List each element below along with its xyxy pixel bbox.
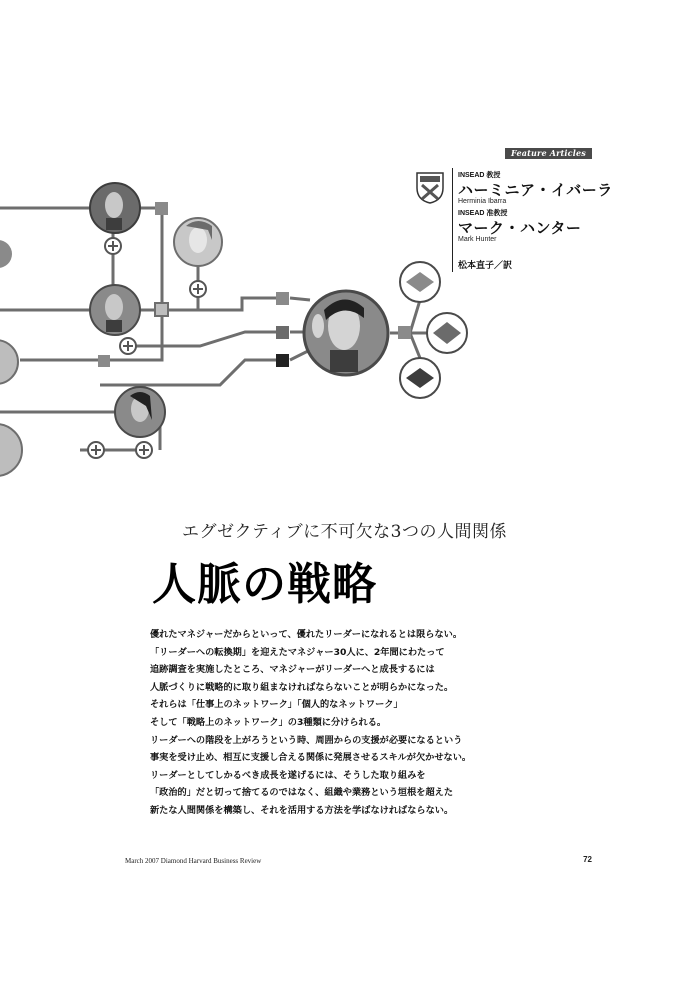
author-name-jp: マーク・ハンター xyxy=(458,219,582,237)
person-node xyxy=(174,218,222,266)
author-affiliation: INSEAD 准教授 xyxy=(458,210,508,217)
page-number: 72 xyxy=(583,855,592,864)
article-subtitle: エグゼクティブに不可欠な3つの人間関係 xyxy=(182,522,507,542)
lead-line: リーダーへの階段を上がろうという時、周囲からの支援が必要になるという xyxy=(150,734,463,746)
author-affiliation: INSEAD 教授 xyxy=(458,172,501,179)
handshake-icon xyxy=(427,313,467,353)
person-node xyxy=(90,285,140,335)
lead-line: 「リーダーへの転換期」を迎えたマネジャー30人に、2年間にわたって xyxy=(150,646,445,658)
handshake-icon xyxy=(400,262,440,302)
partial-circles-left xyxy=(0,240,22,476)
person-node xyxy=(90,183,140,233)
author-divider xyxy=(452,168,453,272)
lead-line: 新たな人間関係を構築し、それを活用する方法を学ばなければならない。 xyxy=(150,804,454,816)
footer-issue: March 2007 Diamond Harvard Business Review xyxy=(125,857,262,865)
translator-credit: 松本直子／訳 xyxy=(458,261,513,271)
lead-line: リーダーとしてしかるべき成長を遂げるには、そうした取り組みを xyxy=(150,769,426,781)
lead-line: 事実を受け止め、相互に支援し合える関係に発展させるスキルが欠かせない。 xyxy=(150,752,472,764)
section-badge: Feature Articles xyxy=(505,148,592,159)
lead-line: 追跡調査を実施したところ、マネジャーがリーダーへと成長するには xyxy=(150,664,435,676)
article-title: 人脈の戦略 xyxy=(152,559,377,610)
author-name-en: Mark Hunter xyxy=(458,236,497,243)
harvard-shield-icon xyxy=(416,172,444,204)
person-node xyxy=(115,387,165,437)
lead-line: 「政治的」だと切って捨てるのではなく、組織や業務という垣根を超えた xyxy=(150,787,454,799)
author-name-jp: ハーミニア・イバーラ xyxy=(458,181,613,199)
lead-line: 人脈づくりに戦略的に取り組まなければならないことが明らかになった。 xyxy=(150,681,454,693)
lead-line: それらは「仕事上のネットワーク」「個人的なネットワーク」 xyxy=(150,699,403,711)
handshake-icon xyxy=(400,358,440,398)
lead-line: 優れたマネジャーだからといって、優れたリーダーになれるとは限らない。 xyxy=(150,629,463,640)
network-illustration xyxy=(0,150,480,480)
lead-paragraph xyxy=(150,626,570,820)
author-name-en: Herminia Ibarra xyxy=(458,198,507,205)
lead-line: そして「戦略上のネットワーク」の3種類に分けられる。 xyxy=(150,716,387,728)
central-person-icon xyxy=(304,291,388,375)
